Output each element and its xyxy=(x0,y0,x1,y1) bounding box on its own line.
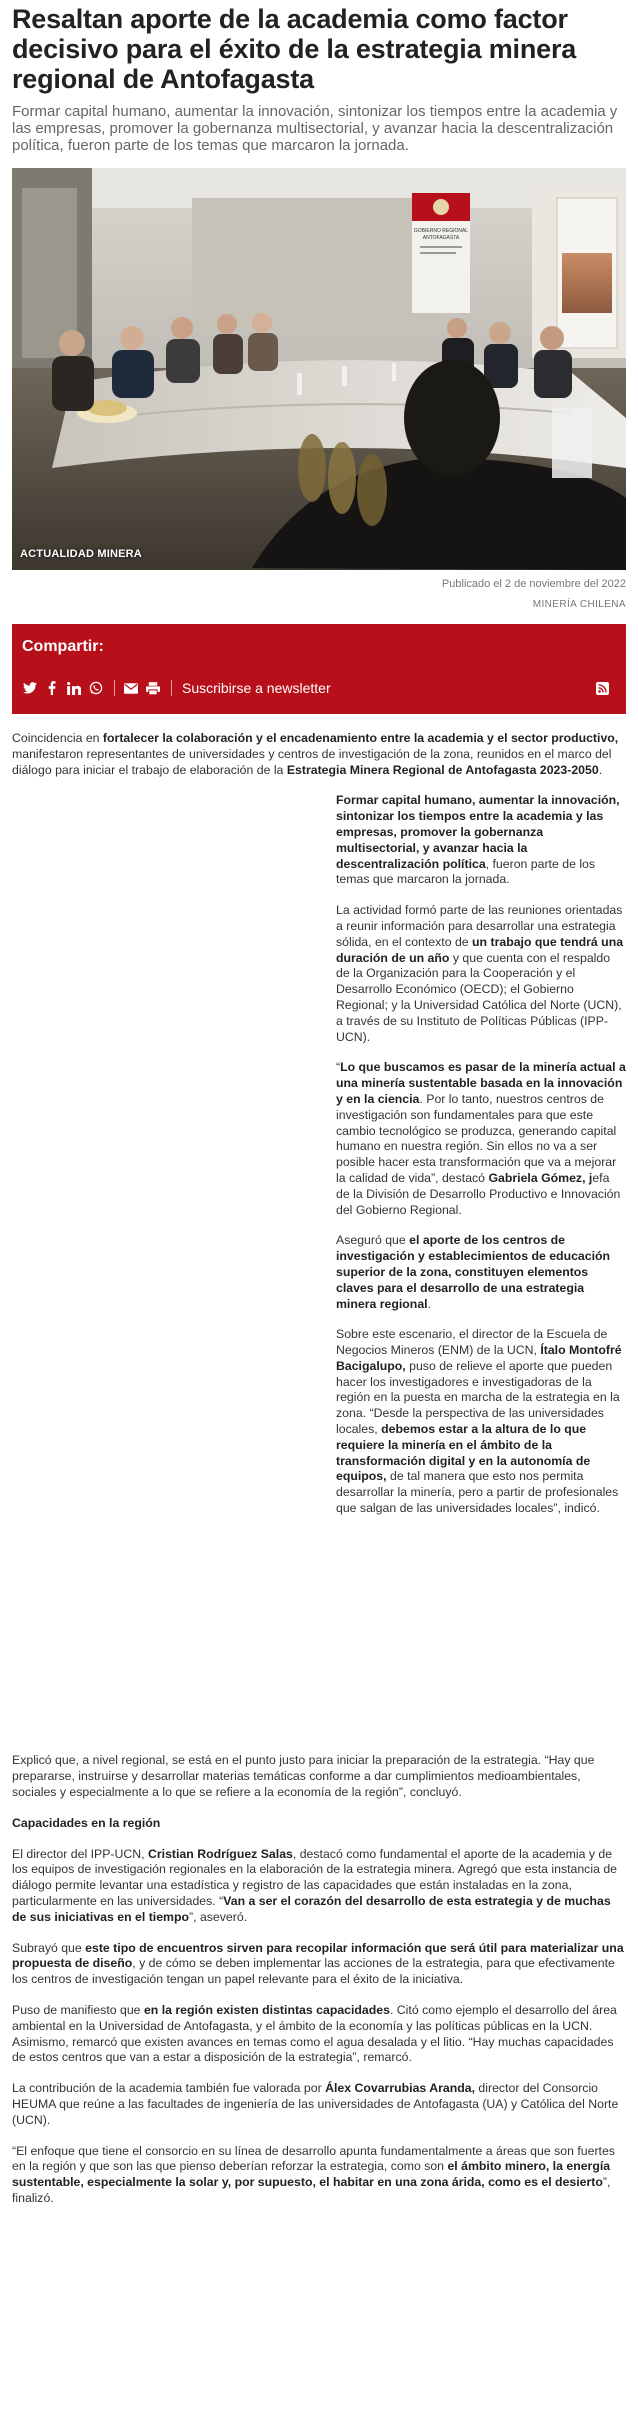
bold-text: Estrategia Minera Regional de Antofagasta 2023-2050 xyxy=(286,762,599,777)
bold-text: fortalecer la colaboración y el encadenamiento entre la academia y el sector productivo, xyxy=(102,731,619,745)
photo-caption: ACTUALIDAD MINERA xyxy=(20,548,142,560)
facebook-icon[interactable] xyxy=(44,680,60,696)
article-title: Resaltan aporte de la academia como factor decisivo para el éxito de la estrategia minera regional de Antofagasta xyxy=(12,4,577,94)
bold-text: Formar capital humano, aumentar la innovación, sintonizar los tiempos entre la academia y las empresas, promover la gobernanza multisectorial, y avanzar hacia la descentralización política xyxy=(336,793,620,871)
rss-icon[interactable] xyxy=(594,680,610,696)
paragraph xyxy=(12,1941,626,1988)
text-run: “ xyxy=(336,1060,341,1075)
bold-text: Ítalo Montofré Bacigalupo, xyxy=(336,1343,622,1373)
article-body xyxy=(12,731,626,2207)
article-source: MINERÍA CHILENA xyxy=(532,599,626,610)
banner-text-2: ANTOFAGASTA xyxy=(422,235,460,241)
text-run: ”, finalizó. xyxy=(12,2175,611,2205)
article-lead: Formar capital humano, aumentar la innovación, sintonizar los tiempos entre la academia y las empresas, promover la gobernanza multisectorial, y avanzar hacia la descentralización política, fueron parte de los temas que marcaron la jornada. xyxy=(12,103,618,154)
text-run: . Citó como ejemplo el desarrollo del área ambiental en la Universidad de Antofagasta, y el ámbito de la economía y las políticas públicas en la UCN. Asimismo, remarcó que existen avances en temas como el agua desalada y el litio. “Hay muchas capacidades de estos centros que van a estar a disposición de la estrategia”, remarcó. xyxy=(12,2002,617,2065)
banner-text-1: GOBIERNO REGIONAL xyxy=(413,228,469,234)
text-run: efa de la División de Desarrollo Productivo e Innovación del Gobierno Regional. xyxy=(336,1170,621,1217)
bold-text: este tipo de encuentros sirven para recopilar información que será útil para materializar una propuesta de diseño xyxy=(12,1940,624,1971)
bold-text: el ámbito minero, la energía sustentable, especialmente la solar y, por supuesto, el habitar en una zona árida, como es el desierto xyxy=(12,2159,611,2190)
email-icon[interactable] xyxy=(123,680,139,696)
bold-text: Gabriela Gómez, j xyxy=(488,1170,593,1185)
bold-text: Cristian Rodríguez Salas xyxy=(148,1846,293,1861)
text-run: Sobre este escenario, el director de la Escuela de Negocios Mineros (ENM) de la UCN, xyxy=(336,1327,608,1358)
twitter-icon[interactable] xyxy=(22,680,38,696)
text-run: Puso de manifiesto que xyxy=(12,2002,144,2017)
share-divider xyxy=(114,680,115,696)
section-subheading: Capacidades en la región xyxy=(12,1815,161,1830)
text-run: puso de relieve el aporte que pueden hacer los investigadores e investigadoras de la región en la puesta en marcha de la estrategia en la zona. “Desde la perspectiva de las universidades locales, xyxy=(336,1358,620,1437)
bold-text: Lo que buscamos es pasar de la minería actual a una minería sustentable basada en la innovación y en la ciencia xyxy=(336,1060,626,1106)
text-run: La actividad formó parte de las reuniones orientadas a reunir información para desarrollar una estrategia sólida, en el contexto de xyxy=(336,903,623,949)
linkedin-icon[interactable] xyxy=(66,680,82,696)
bold-text: Álex Covarrubias Aranda, xyxy=(325,2081,475,2096)
text-run: ”, aseveró. xyxy=(189,1909,248,1924)
bold-text: el aporte de los centros de investigación y establecimientos de educación superior de la zona, constituyen elementos claves para el desarrollo de una estrategia minera regional xyxy=(336,1233,611,1311)
text-run: y que cuenta con el respaldo de la Organización para la Cooperación y el Desarrollo Económico (OECD); el Gobierno Regional; y la Universidad Católica del Norte (UCN), a través de su Instituto de Políticas Públicas (IPP-UCN). xyxy=(336,950,622,1044)
share-divider xyxy=(171,680,172,696)
text-run: . xyxy=(598,762,603,777)
text-run: La contribución de la academia también fue valorada por xyxy=(12,2081,326,2096)
text-run: Subrayó que xyxy=(12,1940,86,1955)
text-run: Coincidencia en xyxy=(12,731,103,745)
text-run: . Por lo tanto, nuestros centros de investigación son fundamentales para que este cambio tecnológico se produzca, generando capital humano en nuestra región. Sin ellos no va a ser posible hacer esta transformación que va a mejorar la calidad de vida”, destacó xyxy=(336,1091,617,1185)
share-icons-row xyxy=(12,677,626,699)
text-run: , y de cómo se deben implementar las acciones de la estrategia, para que efectivamente los centros de investigación tengan un papel relevante para el éxito de la iniciativa. xyxy=(12,1956,615,1987)
article-photo xyxy=(12,168,626,570)
paragraph xyxy=(12,1753,626,1800)
text-run: de tal manera que esto nos permita desarrollar la minería, pero a partir de profesionales que salgan de las universidades locales”, indicó. xyxy=(336,1469,619,1516)
paragraph xyxy=(12,2003,626,2066)
text-run: . xyxy=(427,1296,431,1311)
text-run: , fueron parte de los temas que marcaron la jornada. xyxy=(336,856,596,887)
text-run: Aseguró que xyxy=(336,1233,410,1248)
text-run: manifestaron representantes de universidades y centros de investigación de la zona, reunidos en el marco del diálogo para iniciar el trabajo de elaboración de la xyxy=(12,746,612,777)
meeting-photo-illustration xyxy=(12,168,626,570)
bold-text: debemos estar a la altura de lo que requiere la minería en el ámbito de la transformación digital y en la autonomía de equipos, xyxy=(336,1422,591,1484)
paragraph xyxy=(12,2144,626,2207)
text-run: El director del IPP-UCN, xyxy=(12,1846,148,1861)
bold-text: un trabajo que tendrá una duración de un año xyxy=(336,934,624,965)
text-run: director del Consorcio HEUMA que reúne a las facultades de ingeniería de las universidades de Antofagasta (UA) y Católica del Norte (UCN). xyxy=(12,2081,619,2127)
paragraph xyxy=(12,1847,626,1926)
print-icon[interactable] xyxy=(145,680,161,696)
empty-column xyxy=(12,793,336,1753)
paragraph xyxy=(12,2081,626,2128)
publish-date: Publicado el 2 de noviembre del 2022 xyxy=(441,578,626,590)
whatsapp-icon[interactable] xyxy=(88,680,104,696)
text-run: Explicó que, a nivel regional, se está en el punto justo para iniciar la preparación de la estrategia. “Hay que prepararse, instruirse y desarrollar materias temáticas conforme a dar cumplimientos medioambientales, sociales y especialmente a lo que se refiere a la economía de la región”, concluyó. xyxy=(12,1753,595,1799)
bold-text: Van a ser el corazón del desarrollo de esta estrategia y de muchas de sus iniciativas en el tiempo xyxy=(12,1893,611,1924)
newsletter-link[interactable]: Suscribirse a newsletter xyxy=(182,680,331,696)
paragraph xyxy=(12,731,626,778)
text-run: , destacó como fundamental el aporte de la academia y de los equipos de investigación regionales en la elaboración de la estrategia minera. Agregó que esta instancia de diálogo permite levantar una estadística y registro de las capacidades que están instaladas en la zona, particularmente en las universidades. “ xyxy=(12,1846,617,1908)
text-run: “El enfoque que tiene el consorcio en su línea de desarrollo apunta fundamentalmente a áreas que son fuertes en la región y que son las que pienso deberían reforzar la estrategia, como son xyxy=(12,2143,615,2174)
share-title: Compartir: xyxy=(22,638,104,655)
bold-text: en la región existen distintas capacidades xyxy=(143,2002,390,2017)
share-bar xyxy=(12,624,626,714)
